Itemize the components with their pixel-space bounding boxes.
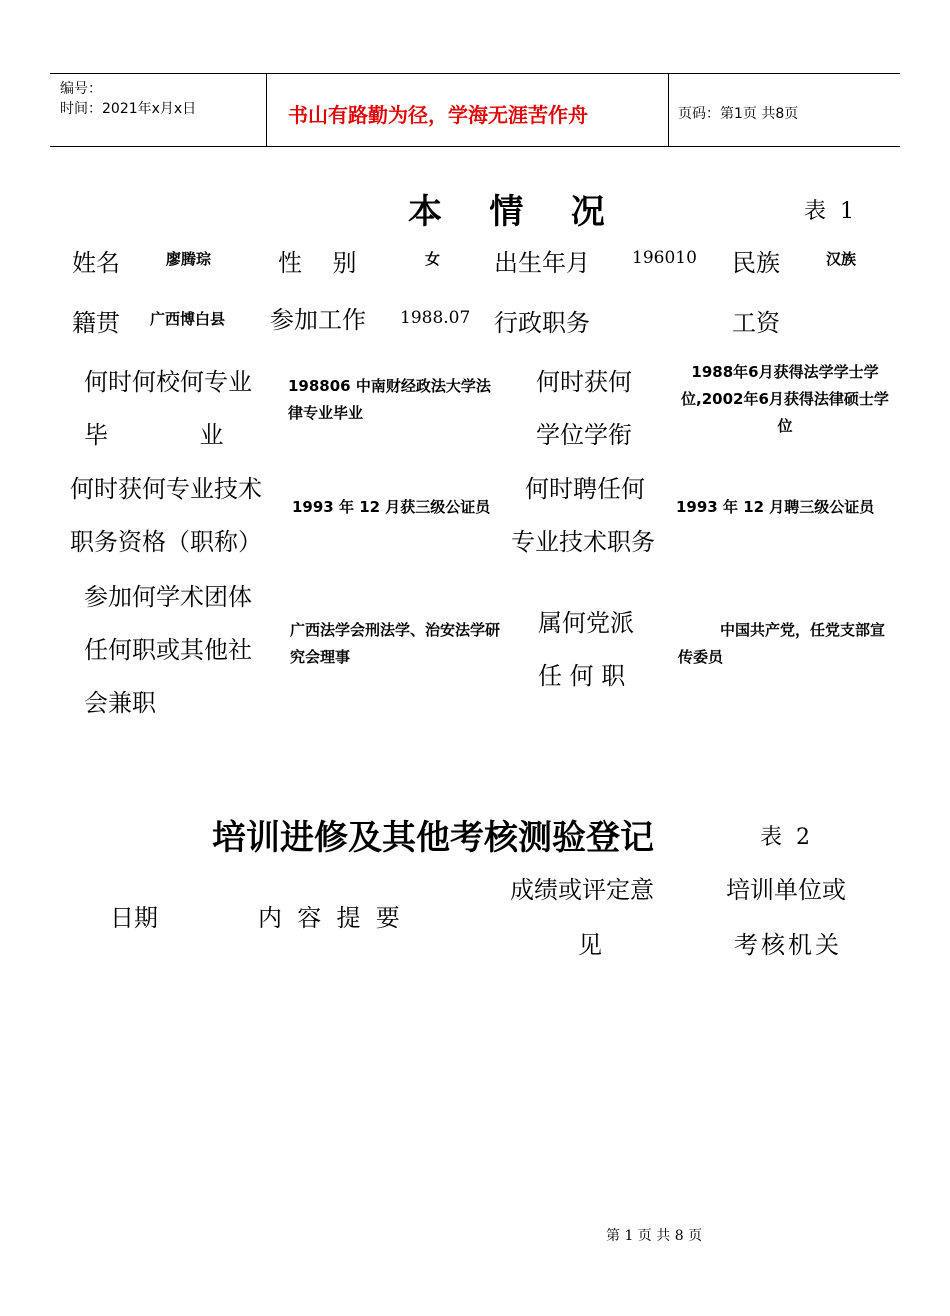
title-value: 1993 年 12 月获三级公证员: [292, 498, 491, 516]
table1-title: 本 情 况: [408, 192, 605, 232]
ethnic-label: 民族: [732, 249, 780, 277]
wage-label: 工资: [732, 309, 780, 337]
name-label: 姓名: [72, 249, 120, 277]
hire-label-line2: 专业技术职务: [511, 528, 655, 556]
party-value: 中国共产党，任党支部宣传委员: [678, 621, 886, 666]
work-label: 参加工作: [270, 306, 366, 334]
work-value: 1988.07: [400, 308, 471, 328]
assoc-label-line1: 参加何学术团体: [84, 583, 252, 611]
native-label: 籍贯: [72, 309, 120, 337]
table1-tag: 表 1: [804, 199, 854, 224]
title-label-line2: 职务资格（职称）: [70, 528, 262, 556]
col-result-header-line1: 成绩或评定意: [510, 876, 654, 904]
col-date-header: 日期: [110, 904, 158, 932]
header-motto: 书山有路勤为径，学海无涯苦作舟: [288, 103, 588, 127]
degree-label-line2: 学位学衔: [536, 421, 632, 449]
name-value: 廖腾琮: [166, 250, 212, 268]
gender-label: 性 别: [278, 249, 357, 277]
grad-label-line2: 毕 业: [84, 421, 224, 449]
admin-label: 行政职务: [494, 309, 590, 337]
col-unit-header-line2: 考核机关: [734, 931, 842, 959]
page-footer: 第 1 页 共 8 页: [606, 1228, 703, 1244]
title-label-line1: 何时获何专业技术: [70, 475, 262, 503]
ethnic-value: 汉族: [826, 250, 857, 268]
assoc-label-line2: 任何职或其他社: [84, 636, 252, 664]
party-label-line1: 属何党派: [538, 609, 634, 637]
table2-tag: 表 2: [760, 825, 810, 850]
header-divider-left: [266, 73, 267, 147]
birth-value: 196010: [632, 248, 697, 268]
doc-number-label: 编号：: [60, 81, 102, 97]
header-bottom-rule: [50, 146, 900, 147]
col-result-header-line2: 见: [578, 931, 602, 959]
gender-value: 女: [425, 250, 441, 268]
degree-value: 1988年6月获得法学学士学位,2002年6月获得法律硕士学位: [681, 363, 889, 435]
hire-label-line1: 何时聘任何: [525, 475, 645, 503]
header-page-info: 页码：第1页 共8页: [678, 106, 799, 122]
degree-label-line1: 何时获何: [536, 368, 632, 396]
party-label-line2: 任 何 职: [538, 662, 626, 690]
header-top-rule: [50, 73, 900, 74]
col-unit-header-line1: 培训单位或: [726, 876, 846, 904]
grad-value: 198806 中南财经政法大学法律专业毕业: [288, 377, 491, 422]
assoc-value: 广西法学会刑法学、治安法学研究会理事: [290, 621, 501, 666]
grad-label-line1: 何时何校何专业: [84, 368, 252, 396]
assoc-label-line3: 会兼职: [84, 689, 156, 717]
hire-value: 1993 年 12 月聘三级公证员: [676, 498, 875, 516]
birth-label: 出生年月: [494, 249, 590, 277]
table2-title: 培训进修及其他考核测验登记: [212, 818, 654, 858]
doc-time: 时间：2021年x月x日: [60, 101, 197, 117]
col-content-header: 内 容 提 要: [258, 904, 400, 932]
native-value: 广西博白县: [150, 310, 226, 328]
header-divider-right: [668, 73, 669, 147]
